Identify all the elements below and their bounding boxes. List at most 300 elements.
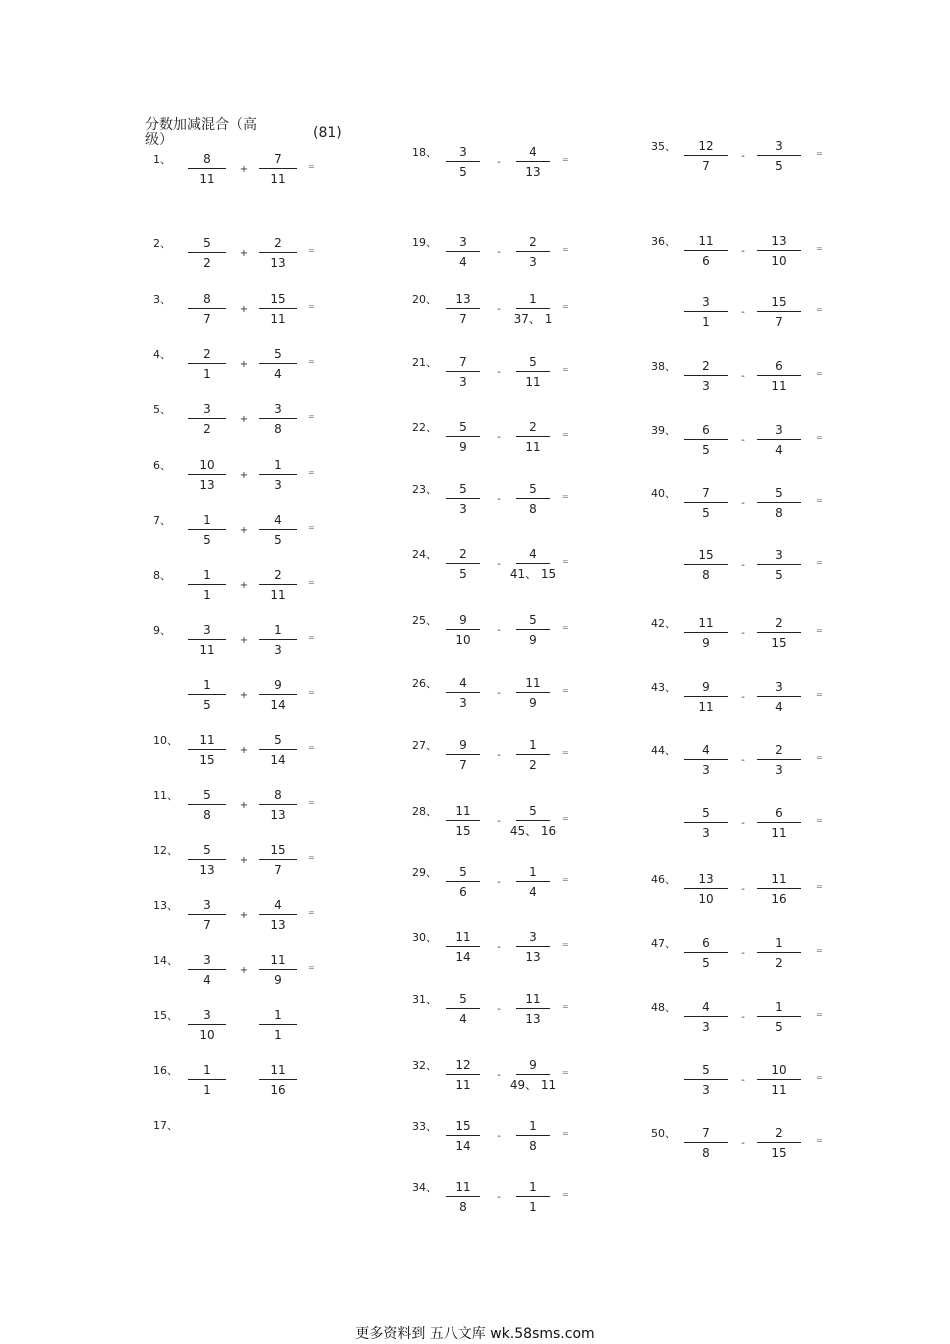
operator-sign: - xyxy=(741,628,745,639)
equals-sign: = xyxy=(308,302,315,311)
numerator: 3 xyxy=(702,295,710,309)
problem-number: 43、 xyxy=(651,681,676,694)
fraction-bar xyxy=(684,502,728,503)
denominator: 5 xyxy=(702,506,710,520)
denominator: 5 xyxy=(702,956,710,970)
operator-sign: - xyxy=(497,688,501,699)
denominator: 3 xyxy=(274,478,282,492)
footer-text: 更多资料到 五八文库 wk.58sms.com xyxy=(355,1326,595,1342)
denominator: 1 xyxy=(529,1200,537,1214)
denominator: 2 xyxy=(775,956,783,970)
numerator: 15 xyxy=(270,292,286,306)
operator-sign: - xyxy=(741,151,745,162)
fraction-bar xyxy=(259,914,297,915)
fraction-bar xyxy=(757,632,801,633)
denominator: 11 xyxy=(771,379,787,393)
numerator: 1 xyxy=(529,738,537,752)
numerator: 1 xyxy=(529,1180,537,1194)
fraction-bar xyxy=(516,1196,550,1197)
equals-sign: = xyxy=(816,753,823,762)
denominator: 4 xyxy=(459,255,467,269)
fraction-bar xyxy=(188,363,226,364)
operator-sign: - xyxy=(497,304,501,315)
problem-number: 11、 xyxy=(153,789,178,802)
equals-sign: = xyxy=(308,633,315,642)
denominator: 49、 11 xyxy=(509,1078,557,1092)
denominator: 2 xyxy=(203,256,211,270)
fraction-bar xyxy=(188,749,226,750)
fraction-bar xyxy=(516,161,550,162)
denominator: 7 xyxy=(702,159,710,173)
denominator: 10 xyxy=(199,1028,215,1042)
numerator: 5 xyxy=(459,865,467,879)
equals-sign: = xyxy=(562,875,569,884)
numerator: 3 xyxy=(274,402,282,416)
numerator: 11 xyxy=(771,872,787,886)
problem-number: 18、 xyxy=(412,146,437,159)
numerator: 1 xyxy=(203,1063,211,1077)
numerator: 4 xyxy=(529,145,537,159)
denominator: 11 xyxy=(771,1083,787,1097)
fraction-bar xyxy=(684,632,728,633)
problem-number: 29、 xyxy=(412,866,437,879)
numerator: 1 xyxy=(274,623,282,637)
denominator: 4 xyxy=(529,885,537,899)
denominator: 3 xyxy=(529,255,537,269)
equals-sign: = xyxy=(308,743,315,752)
problem-number: 39、 xyxy=(651,424,676,437)
problem-number: 14、 xyxy=(153,954,178,967)
operator-sign: - xyxy=(741,818,745,829)
fraction-bar xyxy=(757,888,801,889)
numerator: 12 xyxy=(698,139,714,153)
equals-sign: = xyxy=(816,149,823,158)
fraction-bar xyxy=(188,1079,226,1080)
problem-number: 7、 xyxy=(153,514,171,527)
denominator: 14 xyxy=(270,698,286,712)
denominator: 9 xyxy=(529,696,537,710)
equals-sign: = xyxy=(308,798,315,807)
equals-sign: = xyxy=(308,246,315,255)
numerator: 11 xyxy=(698,234,714,248)
operator-sign: - xyxy=(741,1012,745,1023)
numerator: 5 xyxy=(274,347,282,361)
operator-sign: - xyxy=(497,1192,501,1203)
fraction-bar xyxy=(446,161,480,162)
numerator: 2 xyxy=(459,547,467,561)
fraction-bar xyxy=(446,563,480,564)
denominator: 11 xyxy=(270,172,286,186)
denominator: 15 xyxy=(771,636,787,650)
denominator: 7 xyxy=(459,758,467,772)
equals-sign: = xyxy=(308,412,315,421)
fraction-bar xyxy=(757,759,801,760)
numerator: 13 xyxy=(771,234,787,248)
denominator: 1 xyxy=(203,1083,211,1097)
problem-number: 16、 xyxy=(153,1064,178,1077)
fraction-bar xyxy=(516,308,550,309)
equals-sign: = xyxy=(816,244,823,253)
numerator: 5 xyxy=(203,788,211,802)
equals-sign: = xyxy=(562,1068,569,1077)
numerator: 2 xyxy=(274,236,282,250)
numerator: 2 xyxy=(702,359,710,373)
equals-sign: = xyxy=(816,433,823,442)
denominator: 3 xyxy=(274,643,282,657)
numerator: 9 xyxy=(459,738,467,752)
numerator: 3 xyxy=(459,145,467,159)
operator-sign: - xyxy=(741,884,745,895)
operator-sign: + xyxy=(239,690,249,701)
denominator: 6 xyxy=(702,254,710,268)
problem-number: 4、 xyxy=(153,348,171,361)
numerator: 11 xyxy=(199,733,215,747)
worksheet-title xyxy=(145,118,257,148)
problem-number: 48、 xyxy=(651,1001,676,1014)
numerator: 10 xyxy=(199,458,215,472)
problem-number: 3、 xyxy=(153,293,171,306)
denominator: 16 xyxy=(771,892,787,906)
fraction-bar xyxy=(259,474,297,475)
equals-sign: = xyxy=(816,305,823,314)
equals-sign: = xyxy=(308,578,315,587)
numerator: 1 xyxy=(529,292,537,306)
numerator: 3 xyxy=(775,680,783,694)
numerator: 8 xyxy=(274,788,282,802)
equals-sign: = xyxy=(308,468,315,477)
equals-sign: = xyxy=(816,816,823,825)
denominator: 9 xyxy=(459,440,467,454)
problem-number: 33、 xyxy=(412,1120,437,1133)
numerator: 7 xyxy=(702,1126,710,1140)
numerator: 13 xyxy=(698,872,714,886)
denominator: 10 xyxy=(771,254,787,268)
denominator: 3 xyxy=(775,763,783,777)
denominator: 4 xyxy=(775,700,783,714)
fraction-bar xyxy=(684,155,728,156)
denominator: 8 xyxy=(459,1200,467,1214)
fraction-bar xyxy=(684,311,728,312)
denominator: 5 xyxy=(274,533,282,547)
equals-sign: = xyxy=(562,302,569,311)
equals-sign: = xyxy=(562,245,569,254)
denominator: 11 xyxy=(525,440,541,454)
numerator: 11 xyxy=(455,930,471,944)
operator-sign: - xyxy=(741,498,745,509)
fraction-bar xyxy=(516,820,550,821)
equals-sign: = xyxy=(562,814,569,823)
numerator: 13 xyxy=(455,292,471,306)
operator-sign: - xyxy=(497,625,501,636)
fraction-bar xyxy=(188,639,226,640)
denominator: 15 xyxy=(771,1146,787,1160)
problem-number: 17、 xyxy=(153,1119,178,1132)
fraction-bar xyxy=(516,251,550,252)
operator-sign: - xyxy=(497,432,501,443)
operator-sign: - xyxy=(497,559,501,570)
equals-sign: = xyxy=(562,155,569,164)
problem-number: 12、 xyxy=(153,844,178,857)
denominator: 7 xyxy=(274,863,282,877)
fraction-bar xyxy=(188,914,226,915)
fraction-bar xyxy=(188,308,226,309)
fraction-bar xyxy=(446,498,480,499)
fraction-bar xyxy=(516,498,550,499)
denominator: 8 xyxy=(702,568,710,582)
problem-number: 20、 xyxy=(412,293,437,306)
denominator: 5 xyxy=(702,443,710,457)
operator-sign: + xyxy=(239,164,249,175)
problem-number: 24、 xyxy=(412,548,437,561)
problem-number: 30、 xyxy=(412,931,437,944)
denominator: 7 xyxy=(203,918,211,932)
operator-sign: - xyxy=(741,755,745,766)
denominator: 13 xyxy=(525,165,541,179)
denominator: 7 xyxy=(775,315,783,329)
fraction-bar xyxy=(516,1008,550,1009)
denominator: 4 xyxy=(459,1012,467,1026)
fraction-bar xyxy=(516,881,550,882)
fraction-bar xyxy=(446,308,480,309)
fraction-bar xyxy=(446,946,480,947)
title-line-1: 分数加减混合（高 xyxy=(145,117,257,133)
problem-number: 22、 xyxy=(412,421,437,434)
operator-sign: + xyxy=(239,304,249,315)
operator-sign: + xyxy=(239,800,249,811)
numerator: 11 xyxy=(455,1180,471,1194)
numerator: 7 xyxy=(702,486,710,500)
denominator: 11 xyxy=(199,643,215,657)
fraction-bar xyxy=(259,1024,297,1025)
denominator: 1 xyxy=(274,1028,282,1042)
operator-sign: + xyxy=(239,745,249,756)
numerator: 4 xyxy=(274,513,282,527)
problem-number: 15、 xyxy=(153,1009,178,1022)
denominator: 8 xyxy=(529,1139,537,1153)
equals-sign: = xyxy=(562,365,569,374)
denominator: 9 xyxy=(529,633,537,647)
fraction-bar xyxy=(446,754,480,755)
fraction-bar xyxy=(188,418,226,419)
numerator: 6 xyxy=(702,423,710,437)
denominator: 15 xyxy=(199,753,215,767)
denominator: 15 xyxy=(455,824,471,838)
denominator: 5 xyxy=(775,1020,783,1034)
operator-sign: - xyxy=(741,246,745,257)
numerator: 2 xyxy=(203,347,211,361)
fraction-bar xyxy=(188,969,226,970)
denominator: 10 xyxy=(455,633,471,647)
fraction-bar xyxy=(684,952,728,953)
problem-number: 21、 xyxy=(412,356,437,369)
numerator: 4 xyxy=(702,743,710,757)
equals-sign: = xyxy=(562,940,569,949)
fraction-bar xyxy=(757,1079,801,1080)
fraction-bar xyxy=(684,250,728,251)
equals-sign: = xyxy=(308,908,315,917)
numerator: 15 xyxy=(698,548,714,562)
fraction-bar xyxy=(757,250,801,251)
equals-sign: = xyxy=(816,1136,823,1145)
fraction-bar xyxy=(446,436,480,437)
denominator: 11 xyxy=(270,588,286,602)
fraction-bar xyxy=(259,859,297,860)
problem-number: 44、 xyxy=(651,744,676,757)
fraction-bar xyxy=(188,529,226,530)
operator-sign: + xyxy=(239,359,249,370)
numerator: 6 xyxy=(775,806,783,820)
fraction-bar xyxy=(259,804,297,805)
numerator: 9 xyxy=(529,1058,537,1072)
equals-sign: = xyxy=(816,882,823,891)
fraction-bar xyxy=(757,1142,801,1143)
fraction-bar xyxy=(188,584,226,585)
numerator: 1 xyxy=(775,1000,783,1014)
denominator: 1 xyxy=(203,367,211,381)
operator-sign: - xyxy=(497,750,501,761)
numerator: 3 xyxy=(459,235,467,249)
fraction-bar xyxy=(757,696,801,697)
denominator: 13 xyxy=(270,918,286,932)
problem-number: 10、 xyxy=(153,734,178,747)
numerator: 11 xyxy=(455,804,471,818)
fraction-bar xyxy=(684,1016,728,1017)
operator-sign: - xyxy=(741,1075,745,1086)
numerator: 11 xyxy=(270,1063,286,1077)
numerator: 2 xyxy=(529,420,537,434)
numerator: 11 xyxy=(525,676,541,690)
problem-number: 36、 xyxy=(651,235,676,248)
denominator: 14 xyxy=(455,950,471,964)
fraction-bar xyxy=(757,1016,801,1017)
problem-number: 13、 xyxy=(153,899,178,912)
fraction-bar xyxy=(188,694,226,695)
denominator: 13 xyxy=(270,808,286,822)
numerator: 11 xyxy=(270,953,286,967)
equals-sign: = xyxy=(816,690,823,699)
fraction-bar xyxy=(259,168,297,169)
denominator: 3 xyxy=(459,696,467,710)
denominator: 14 xyxy=(270,753,286,767)
denominator: 4 xyxy=(274,367,282,381)
operator-sign: - xyxy=(497,157,501,168)
problem-number: 1、 xyxy=(153,153,171,166)
equals-sign: = xyxy=(562,430,569,439)
fraction-bar xyxy=(684,375,728,376)
numerator: 3 xyxy=(775,139,783,153)
fraction-bar xyxy=(188,859,226,860)
numerator: 5 xyxy=(274,733,282,747)
numerator: 5 xyxy=(459,420,467,434)
fraction-bar xyxy=(259,529,297,530)
equals-sign: = xyxy=(562,557,569,566)
operator-sign: - xyxy=(497,1004,501,1015)
numerator: 1 xyxy=(203,568,211,582)
operator-sign: + xyxy=(239,910,249,921)
problem-number: 8、 xyxy=(153,569,171,582)
fraction-bar xyxy=(188,804,226,805)
equals-sign: = xyxy=(562,1129,569,1138)
equals-sign: = xyxy=(308,963,315,972)
numerator: 7 xyxy=(459,355,467,369)
equals-sign: = xyxy=(308,357,315,366)
denominator: 8 xyxy=(274,422,282,436)
fraction-bar xyxy=(684,1142,728,1143)
fraction-bar xyxy=(446,251,480,252)
fraction-bar xyxy=(446,820,480,821)
denominator: 11 xyxy=(525,375,541,389)
denominator: 37、 1 xyxy=(513,312,553,326)
numerator: 5 xyxy=(529,804,537,818)
fraction-bar xyxy=(188,1024,226,1025)
denominator: 4 xyxy=(775,443,783,457)
numerator: 2 xyxy=(274,568,282,582)
equals-sign: = xyxy=(816,558,823,567)
equals-sign: = xyxy=(308,523,315,532)
fraction-bar xyxy=(516,754,550,755)
fraction-bar xyxy=(188,252,226,253)
denominator: 3 xyxy=(702,826,710,840)
numerator: 3 xyxy=(203,898,211,912)
fraction-bar xyxy=(516,1074,550,1075)
numerator: 3 xyxy=(529,930,537,944)
problem-number: 34、 xyxy=(412,1181,437,1194)
fraction-bar xyxy=(259,252,297,253)
numerator: 5 xyxy=(459,482,467,496)
fraction-bar xyxy=(259,418,297,419)
problem-number: 46、 xyxy=(651,873,676,886)
operator-sign: - xyxy=(741,692,745,703)
denominator: 6 xyxy=(459,885,467,899)
equals-sign: = xyxy=(816,496,823,505)
numerator: 5 xyxy=(775,486,783,500)
numerator: 11 xyxy=(525,992,541,1006)
problem-number: 31、 xyxy=(412,993,437,1006)
numerator: 8 xyxy=(203,292,211,306)
numerator: 2 xyxy=(775,616,783,630)
fraction-bar xyxy=(259,1079,297,1080)
operator-sign: + xyxy=(239,470,249,481)
fraction-bar xyxy=(684,888,728,889)
numerator: 2 xyxy=(775,743,783,757)
denominator: 9 xyxy=(702,636,710,650)
fraction-bar xyxy=(259,363,297,364)
denominator: 2 xyxy=(203,422,211,436)
equals-sign: = xyxy=(816,369,823,378)
fraction-bar xyxy=(684,439,728,440)
operator-sign: + xyxy=(239,248,249,259)
numerator: 5 xyxy=(702,1063,710,1077)
equals-sign: = xyxy=(816,946,823,955)
operator-sign: - xyxy=(497,877,501,888)
fraction-bar xyxy=(446,1196,480,1197)
numerator: 3 xyxy=(203,953,211,967)
operator-sign: - xyxy=(741,307,745,318)
operator-sign: + xyxy=(239,965,249,976)
denominator: 7 xyxy=(203,312,211,326)
fraction-bar xyxy=(684,759,728,760)
equals-sign: = xyxy=(562,748,569,757)
denominator: 5 xyxy=(459,567,467,581)
numerator: 2 xyxy=(775,1126,783,1140)
numerator: 6 xyxy=(702,936,710,950)
operator-sign: - xyxy=(741,948,745,959)
equals-sign: = xyxy=(308,688,315,697)
fraction-bar xyxy=(259,694,297,695)
numerator: 1 xyxy=(775,936,783,950)
problem-number: 26、 xyxy=(412,677,437,690)
equals-sign: = xyxy=(308,853,315,862)
